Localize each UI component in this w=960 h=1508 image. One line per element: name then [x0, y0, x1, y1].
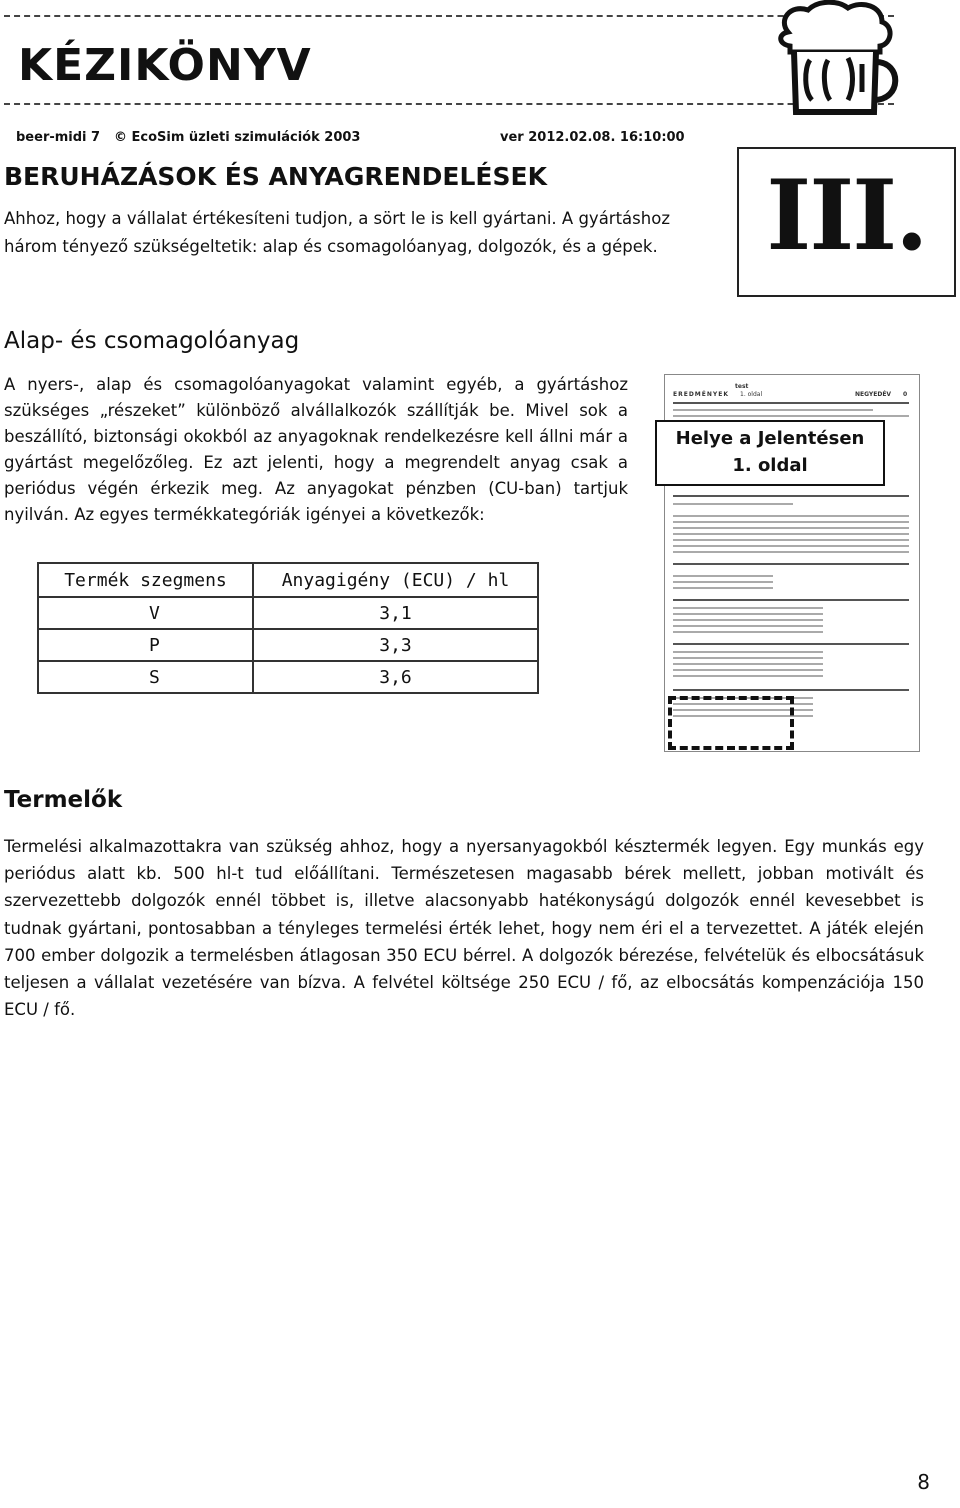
page-number: 8 — [917, 1470, 930, 1494]
header-segment: Termék szegmens — [38, 563, 253, 597]
product-name: beer-midi 7 — [16, 130, 101, 145]
material-requirement-table — [37, 562, 539, 694]
need-cell: 3,3 — [253, 629, 538, 661]
table-row — [38, 597, 538, 629]
top-dashed-rule — [4, 15, 894, 17]
material-heading: Alap- és csomagolóanyag — [4, 328, 300, 354]
chapter-heading: BERUHÁZÁSOK ÉS ANYAGRENDELÉSEK — [4, 162, 547, 191]
highlight-dashed-frame — [668, 696, 794, 750]
chapter-number-box — [737, 147, 956, 297]
report-location-callout — [655, 420, 885, 486]
report-period-number: 0 — [903, 391, 908, 398]
version-stamp: ver 2012.02.08. 16:10:00 — [500, 130, 685, 145]
callout-title: Helye a Jelentésen — [675, 428, 865, 449]
material-paragraph: A nyers-, alap és csomagolóanyagokat valamint egyéb, a gyártáshoz szükséges „részeket” különböző alvállalkozók szállítják be. Mivel sok a beszállító, biztonsági okokból az anyagoknak rendelkezésre kell állni már a gyártást megelőzőleg. Ez azt jelenti, hogy a megrendelt anyag csak a periódus végén érkezik meg. Az anyagokat pénzben (CU-ban) tartjuk nyilván. Az egyes termékkategóriák igényei a következők: — [4, 375, 628, 524]
table-row — [38, 629, 538, 661]
beer-mug-icon — [770, 0, 905, 120]
workers-heading: Termelők — [4, 787, 123, 813]
header-material-need: Anyagigény (ECU) / hl — [253, 563, 538, 597]
manual-title: KÉZIKÖNYV — [18, 40, 312, 91]
callout-page: 1. oldal — [732, 455, 808, 476]
chapter-intro: Ahhoz, hogy a vállalat értékesíteni tudjon, a sört le is kell gyártani. A gyártáshoz három tényező szükségeltetik: alap és csomagolóanyag, dolgozók, és a gépek. — [4, 209, 670, 256]
report-page: 1. oldal — [740, 391, 763, 398]
report-label: EREDMÉNYEK — [673, 391, 729, 398]
report-period: NEGYEDÉV — [855, 391, 892, 398]
segment-cell: P — [38, 629, 253, 661]
workers-paragraph: Termelési alkalmazottakra van szükség ahhoz, hogy a nyersanyagokból késztermék legyen. Egy munkás egy periódus alatt kb. 500 hl-t tud előállítani. Természetesen magasabb bérek mellett, jobban motivált és szervezettebb dolgozók ennél többet is, illetve alacsonyabb hatékonyságú dolgozók ennél kevesebbet is tudnak gyártani, pontosabban a tényleges termelési érték lehet, hogy nem éri el a tervezettet. A játék elején 700 ember dolgozik a termelésben átlagosan 350 ECU bérrel. A dolgozók bérezése, felvételük és elbocsátásuk teljesen a vállalat vezetésére van bízva. A felvétel költsége 250 ECU / fő, az elbocsátás kompenzációja 150 ECU / fő. — [4, 837, 924, 1020]
segment-cell: V — [38, 597, 253, 629]
report-team: test — [735, 383, 749, 390]
need-cell: 3,6 — [253, 661, 538, 693]
bottom-dashed-rule — [4, 103, 894, 105]
copyright-notice: © EcoSim üzleti szimulációk 2003 — [114, 130, 361, 145]
segment-cell: S — [38, 661, 253, 693]
table-row — [38, 661, 538, 693]
need-cell: 3,1 — [253, 597, 538, 629]
chapter-number: III. — [766, 159, 927, 272]
table-header-row — [38, 563, 538, 597]
